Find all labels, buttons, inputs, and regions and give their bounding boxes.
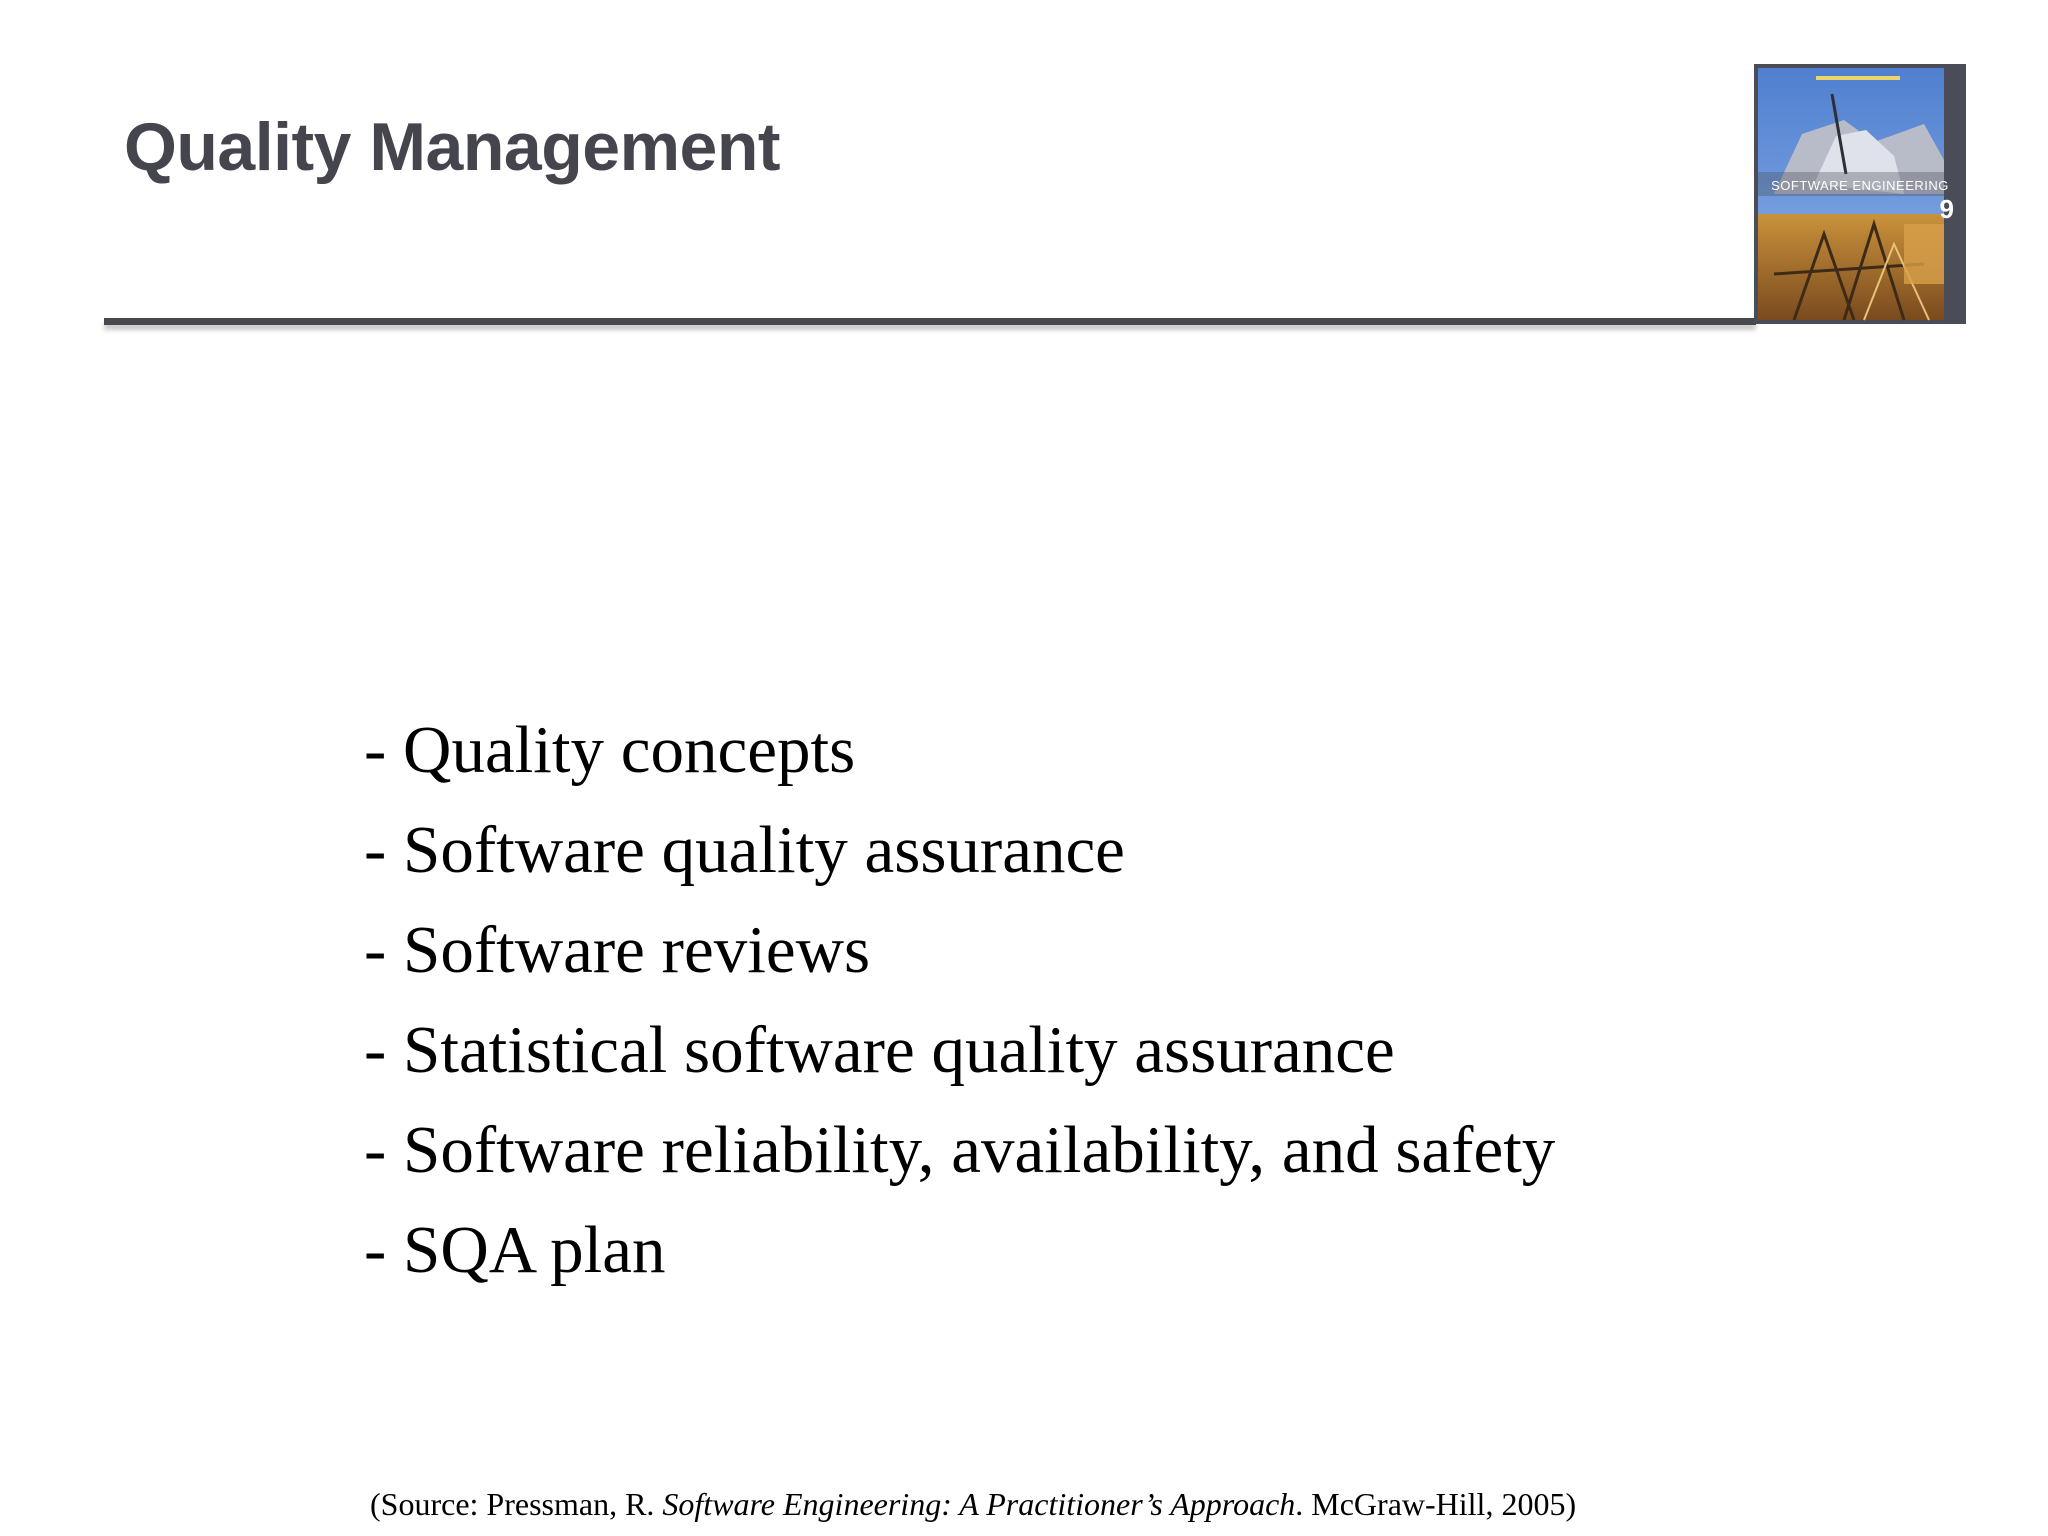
topic-item: - Quality concepts (364, 713, 856, 787)
cover-title-text: SOFTWARE ENGINEERING (1771, 178, 1949, 193)
topic-item: - Software reliability, availability, and safety (364, 1113, 1556, 1187)
source-citation (370, 1486, 1576, 1523)
source-book-title: Software Engineering: A Practitioner’s Approach (662, 1486, 1296, 1522)
topic-item: - Statistical software quality assurance (364, 1013, 1395, 1087)
title-divider (104, 318, 1756, 325)
cover-edition-text: 9 (1939, 194, 1954, 224)
topic-item: - Software quality assurance (364, 813, 1125, 887)
slide-title: Quality Management (124, 109, 781, 185)
source-suffix: . McGraw-Hill, 2005) (1295, 1486, 1577, 1522)
topic-item: - SQA plan (364, 1213, 666, 1287)
topic-item: - Software reviews (364, 913, 871, 987)
topic-list (364, 700, 1555, 1300)
book-cover-image (1754, 64, 1966, 324)
source-prefix: (Source: Pressman, R. (370, 1486, 663, 1522)
